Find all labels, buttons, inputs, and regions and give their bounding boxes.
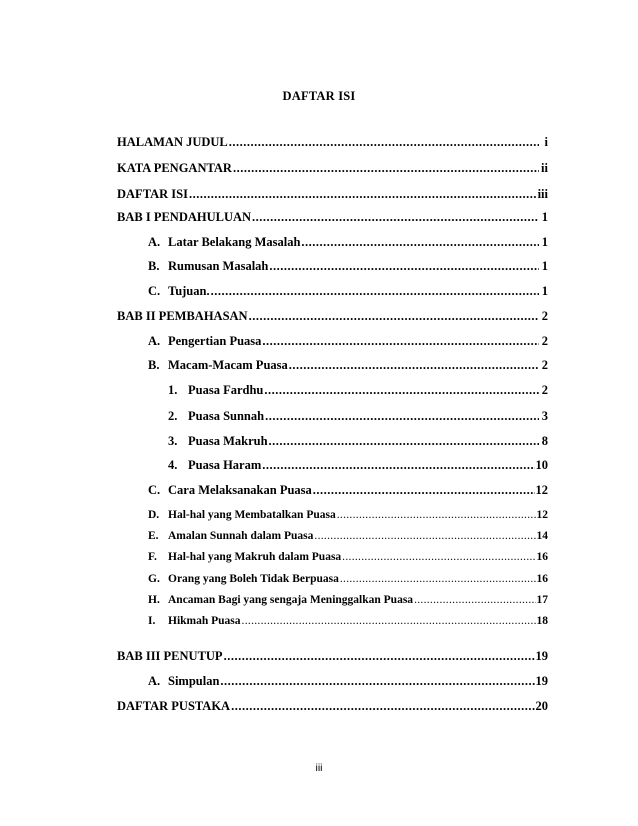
toc-entry-page: 3 [541, 409, 548, 423]
toc-entry-label: Tujuan. [168, 284, 210, 298]
toc-entry-page: 2 [541, 383, 548, 397]
toc-entry-page: iii [537, 187, 548, 201]
toc-entry-number: A. [148, 334, 161, 348]
toc-entry-page: i [544, 135, 548, 149]
toc-entry-puasa-fardhu[interactable] [168, 383, 548, 398]
toc-entry-number: 1. [168, 383, 178, 397]
leader-dots [229, 135, 539, 150]
toc-entry-label: DAFTAR ISI [117, 187, 188, 201]
toc-entry-hal-makruh[interactable] [148, 551, 548, 563]
leader-dots [220, 674, 534, 689]
toc-entry-label: BAB III PENUTUP [117, 649, 223, 663]
toc-entry-label: KATA PENGANTAR [117, 161, 232, 175]
toc-entry-label: BAB I PENDAHULUAN [117, 210, 252, 224]
toc-entry-daftar-pustaka[interactable] [117, 699, 548, 714]
toc-entry-page: 1 [541, 284, 548, 298]
toc-entry-page: 8 [541, 434, 548, 448]
toc-entry-macam-macam-puasa[interactable] [148, 358, 548, 373]
leader-dots [249, 309, 539, 324]
page-number-footer: iii [315, 762, 323, 774]
toc-entry-label: Cara Melaksanakan Puasa [168, 483, 312, 497]
leader-dots [242, 615, 536, 627]
leader-dots [265, 409, 539, 424]
toc-entry-halaman-judul[interactable] [117, 135, 548, 150]
toc-entry-page: 19 [535, 649, 548, 663]
toc-entry-page: 2 [541, 309, 548, 323]
toc-entry-label: Hal-hal yang Membatalkan Puasa [168, 509, 336, 521]
leader-dots [342, 551, 535, 563]
toc-entry-page: 1 [541, 259, 548, 273]
toc-entry-label: Simpulan [168, 674, 220, 688]
toc-entry-puasa-sunnah[interactable] [168, 409, 548, 424]
toc-entry-label: DAFTAR PUSTAKA [117, 699, 231, 713]
leader-dots [262, 334, 539, 349]
leader-dots [337, 509, 536, 521]
toc-entry-amalan-sunnah[interactable] [148, 530, 548, 542]
toc-entry-number: 4. [168, 458, 178, 472]
toc-entry-number: 3. [168, 434, 178, 448]
page-title: DAFTAR ISI [282, 89, 356, 103]
toc-entry-latar-belakang[interactable] [148, 235, 548, 250]
toc-entry-page: 2 [541, 358, 548, 372]
toc-entry-page: 2 [541, 334, 548, 348]
toc-entry-label: Orang yang Boleh Tidak Berpuasa [168, 573, 339, 585]
toc-entry-bab-2[interactable] [117, 309, 548, 324]
toc-entry-label: Puasa Fardhu [188, 383, 264, 397]
leader-dots [262, 458, 534, 473]
toc-entry-orang-boleh-tidak-berpuasa[interactable] [148, 573, 548, 585]
toc-entry-puasa-makruh[interactable] [168, 434, 548, 449]
leader-dots [340, 573, 536, 585]
toc-entry-tujuan[interactable] [148, 284, 548, 299]
toc-entry-page: 14 [536, 530, 548, 542]
toc-entry-number: A. [148, 235, 161, 249]
toc-entry-bab-3[interactable] [117, 649, 548, 664]
toc-entry-number: E. [148, 530, 159, 542]
toc-entry-pengertian-puasa[interactable] [148, 334, 548, 349]
leader-dots [211, 284, 539, 299]
toc-entry-page: 19 [535, 674, 548, 688]
toc-entry-label: Macam-Macam Puasa [168, 358, 288, 372]
toc-entry-page: 1 [541, 235, 548, 249]
toc-entry-number: C. [148, 483, 161, 497]
toc-entry-label: Puasa Makruh [188, 434, 268, 448]
toc-entry-label: Latar Belakang Masalah [168, 235, 301, 249]
toc-entry-label: Hikmah Puasa [168, 615, 241, 627]
toc-entry-number: D. [148, 509, 160, 521]
toc-entry-number: B. [148, 259, 160, 273]
leader-dots [269, 434, 539, 449]
leader-dots [224, 649, 535, 664]
toc-entry-page: 17 [536, 594, 548, 606]
toc-entry-rumusan-masalah[interactable] [148, 259, 548, 274]
toc-entry-label: Puasa Sunnah [188, 409, 265, 423]
toc-entry-page: 10 [535, 458, 548, 472]
toc-entry-page: 18 [536, 615, 548, 627]
toc-entry-number: A. [148, 674, 161, 688]
leader-dots [231, 699, 534, 714]
toc-entry-bab-1[interactable] [117, 210, 548, 225]
toc-entry-kata-pengantar[interactable] [117, 161, 548, 176]
leader-dots [252, 210, 539, 225]
toc-entry-hikmah-puasa[interactable] [148, 615, 548, 627]
toc-entry-hal-membatalkan[interactable] [148, 509, 548, 521]
toc-entry-number: F. [148, 551, 157, 563]
toc-entry-label: Rumusan Masalah [168, 259, 269, 273]
toc-entry-page: 16 [536, 573, 548, 585]
toc-entry-page: ii [541, 161, 548, 175]
toc-entry-label: Ancaman Bagi yang sengaja Meninggalkan Puasa [168, 594, 414, 606]
toc-entry-number: 2. [168, 409, 178, 423]
leader-dots [233, 161, 539, 176]
toc-entry-page: 12 [535, 483, 548, 497]
toc-entry-label: HALAMAN JUDUL [117, 135, 228, 149]
toc-entry-number: C. [148, 284, 161, 298]
toc-entry-ancaman[interactable] [148, 594, 548, 606]
toc-entry-label: BAB II PEMBAHASAN [117, 309, 248, 323]
toc-entry-page: 1 [541, 210, 548, 224]
toc-entry-page: 16 [536, 551, 548, 563]
toc-entry-number: I. [148, 615, 156, 627]
leader-dots [289, 358, 539, 373]
leader-dots [189, 187, 537, 202]
toc-entry-label: Puasa Haram [188, 458, 262, 472]
toc-entry-number: B. [148, 358, 160, 372]
toc-entry-number: G. [148, 573, 160, 585]
leader-dots [414, 594, 535, 606]
leader-dots [301, 235, 539, 250]
leader-dots [314, 530, 535, 542]
toc-entry-simpulan[interactable] [148, 674, 548, 689]
toc-entry-puasa-haram[interactable] [168, 458, 548, 473]
toc-entry-daftar-isi[interactable] [117, 187, 548, 202]
toc-entry-page: 20 [535, 699, 548, 713]
toc-entry-label: Hal-hal yang Makruh dalam Puasa [168, 551, 342, 563]
leader-dots [264, 383, 539, 398]
leader-dots [313, 483, 535, 498]
toc-entry-number: H. [148, 594, 160, 606]
toc-entry-label: Amalan Sunnah dalam Puasa [168, 530, 314, 542]
leader-dots [269, 259, 539, 274]
toc-entry-label: Pengertian Puasa [168, 334, 262, 348]
toc-entry-cara-melaksanakan[interactable] [148, 483, 548, 498]
toc-entry-page: 12 [536, 509, 548, 521]
